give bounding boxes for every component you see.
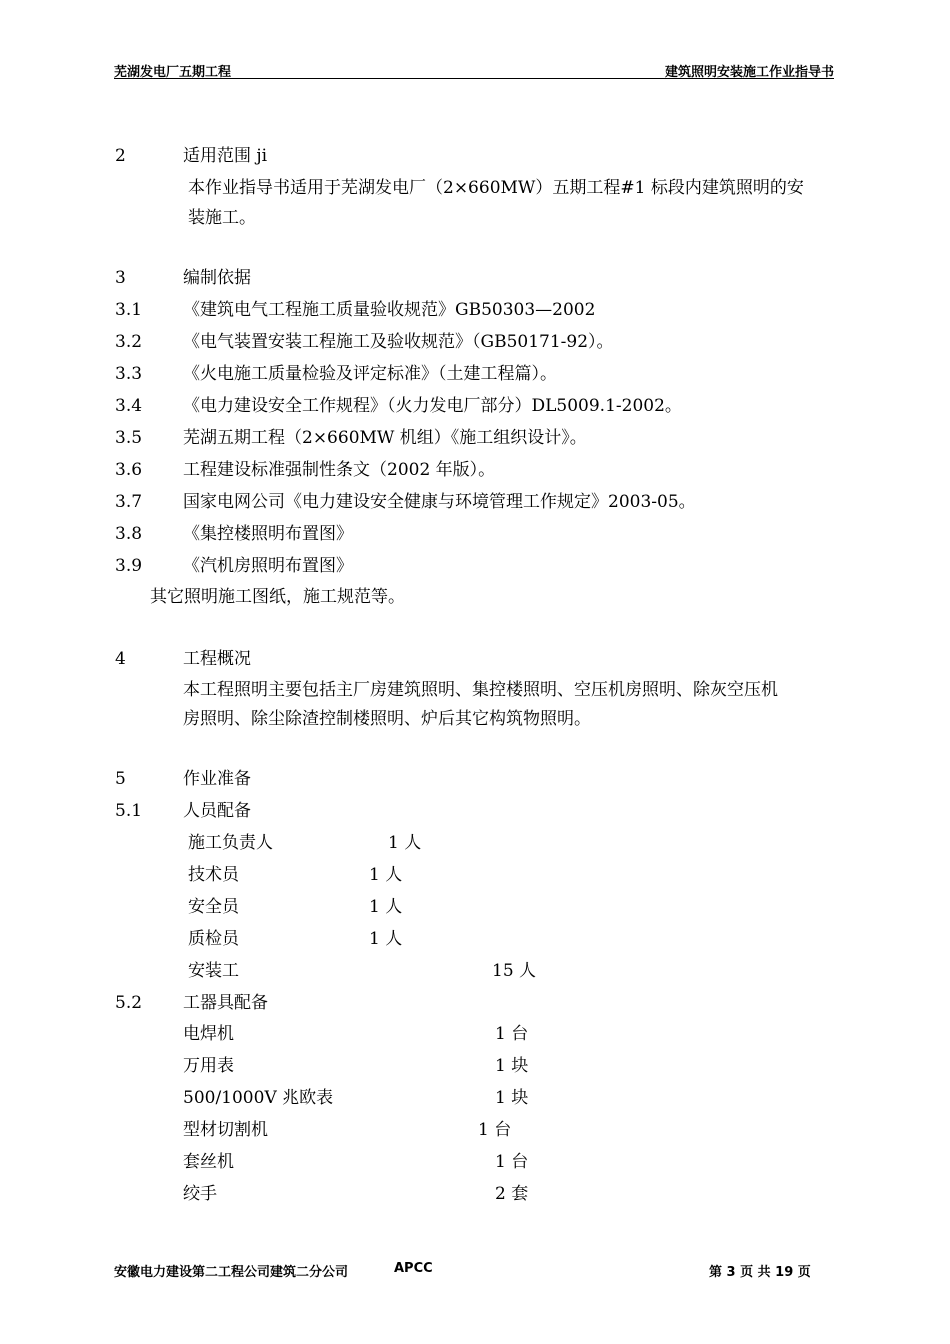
footer-company: 安徽电力建设第二工程公司建筑二分公司 [114,1265,349,1280]
header-document-title: 建筑照明安装施工作业指导书 [664,65,834,80]
section-number: 5 [115,769,126,789]
reference-item: 芜湖五期工程（2×660MW 机组）《施工组织设计》。 [183,428,587,448]
reference-item: 《电气装置安装工程施工及验收规范》（GB50171-92）。 [183,332,614,352]
paragraph-line: 装施工。 [188,208,256,228]
header-project-title: 芜湖发电厂五期工程 [114,65,232,80]
section-title: 适用范围 ji [183,146,268,166]
tool-name: 套丝机 [183,1152,234,1172]
staff-count: 15 人 [492,961,537,981]
tool-count: 2 套 [495,1184,529,1204]
section-title: 编制依据 [183,268,251,288]
item-number: 3.5 [115,428,143,448]
section-number: 3 [115,268,126,288]
staff-role: 质检员 [188,929,239,949]
tool-count: 1 台 [478,1120,512,1140]
reference-item: 《汽机房照明布置图》 [183,556,353,576]
staff-count: 1 人 [369,929,403,949]
staff-role: 施工负责人 [188,833,273,853]
tool-count: 1 台 [495,1152,529,1172]
tool-count: 1 块 [495,1056,529,1076]
staff-role: 安装工 [188,961,239,981]
section-title: 工程概况 [183,649,251,669]
paragraph-line: 房照明、除尘除渣控制楼照明、炉后其它构筑物照明。 [183,709,591,729]
subsection-title: 人员配备 [183,801,251,821]
reference-item: 国家电网公司《电力建设安全健康与环境管理工作规定》2003-05。 [183,492,696,512]
section-number: 2 [115,146,126,166]
item-number: 3.2 [115,332,143,352]
reference-item: 《电力建设安全工作规程》（火力发电厂部分）DL5009.1-2002。 [183,396,682,416]
item-number: 3.7 [115,492,143,512]
tool-count: 1 块 [495,1088,529,1108]
tool-name: 型材切割机 [183,1120,268,1140]
staff-count: 1 人 [369,865,403,885]
other-references-note: 其它照明施工图纸，施工规范等。 [150,587,405,607]
subsection-number: 5.2 [115,993,143,1013]
section-title: 作业准备 [183,769,251,789]
footer-page-number: 第 3 页 共 19 页 [709,1265,811,1280]
reference-item: 工程建设标准强制性条文（2002 年版）。 [183,460,496,480]
tool-name: 绞手 [183,1184,217,1204]
page-header [114,60,834,79]
item-number: 3.4 [115,396,143,416]
reference-item: 《建筑电气工程施工质量验收规范》GB50303—2002 [183,300,596,320]
reference-item: 《火电施工质量检验及评定标准》（土建工程篇）。 [183,364,557,384]
item-number: 3.8 [115,524,143,544]
item-number: 3.1 [115,300,143,320]
reference-item: 《集控楼照明布置图》 [183,524,353,544]
staff-role: 安全员 [188,897,239,917]
subsection-title: 工器具配备 [183,993,268,1013]
item-number: 3.9 [115,556,143,576]
tool-count: 1 台 [495,1024,529,1044]
paragraph-line: 本作业指导书适用于芜湖发电厂（2×660MW）五期工程#1 标段内建筑照明的安 [188,178,804,198]
footer-code: APCC [394,1261,433,1276]
staff-count: 1 人 [369,897,403,917]
item-number: 3.6 [115,460,143,480]
subsection-number: 5.1 [115,801,143,821]
tool-name: 500/1000V 兆欧表 [183,1088,334,1108]
tool-name: 电焊机 [183,1024,234,1044]
paragraph-line: 本工程照明主要包括主厂房建筑照明、集控楼照明、空压机房照明、除灰空压机 [183,680,778,700]
staff-count: 1 人 [388,833,422,853]
staff-role: 技术员 [188,865,239,885]
item-number: 3.3 [115,364,143,384]
tool-name: 万用表 [183,1056,234,1076]
section-number: 4 [115,649,126,669]
